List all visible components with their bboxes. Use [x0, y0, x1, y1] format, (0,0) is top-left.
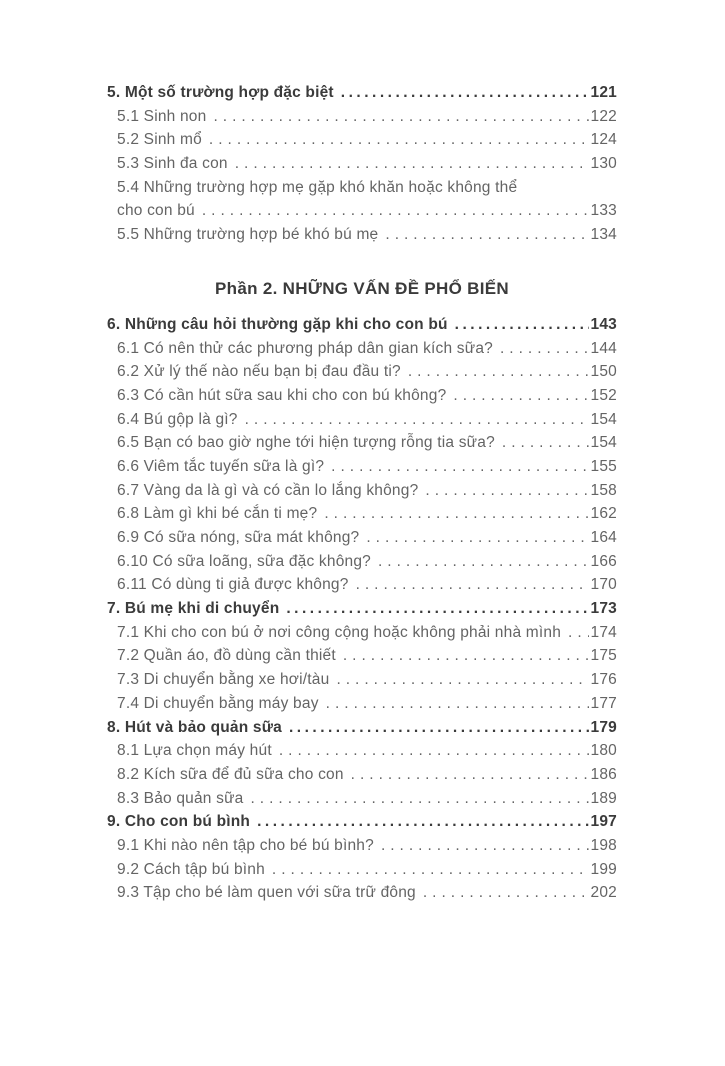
toc-entry-page: 166 [590, 552, 617, 570]
toc-entry [107, 340, 617, 364]
toc-entry [107, 202, 617, 226]
toc-entry-title: 5. Một số trường hợp đặc biệt [107, 84, 334, 101]
dot-leader [500, 340, 589, 358]
toc-entry-page: 130 [590, 155, 617, 173]
toc-entry-title: 6.11 Có dùng ti giả được không? [117, 576, 349, 594]
toc-entry-title: 8.1 Lựa chọn máy hút [117, 742, 272, 760]
toc-entry-title: 7.2 Quần áo, đồ dùng cần thiết [117, 647, 336, 665]
toc-entry-title: 6. Những câu hỏi thường gặp khi cho con bú [107, 315, 448, 333]
toc-entry-page: 158 [590, 481, 617, 499]
toc-entry-title: 9.3 Tập cho bé làm quen với sữa trữ đông [117, 884, 416, 902]
toc-entry-title: cho con bú [117, 202, 195, 220]
toc-entry [107, 813, 617, 837]
toc-entry-page: 122 [590, 107, 617, 125]
toc-entry [107, 624, 617, 648]
dot-leader [455, 316, 589, 334]
dot-leader [351, 766, 589, 784]
toc-entry-title: 5.3 Sinh đa con [117, 155, 228, 173]
toc-entry [107, 671, 617, 695]
toc-entry-page: 154 [590, 410, 617, 428]
dot-leader [408, 363, 589, 381]
toc-entry-title: 6.7 Vàng da là gì và có cần lo lắng không? [117, 481, 419, 499]
dot-leader [356, 576, 589, 594]
toc-entry-title: 6.3 Có cần hút sữa sau khi cho con bú không? [117, 386, 447, 404]
dot-leader [502, 434, 589, 452]
toc-entry [107, 226, 617, 250]
toc-entry [107, 505, 617, 529]
toc-entry [107, 576, 617, 600]
toc-entry-title: 6.2 Xử lý thế nào nếu bạn bị đau đầu ti? [117, 363, 401, 381]
dot-leader [213, 108, 588, 126]
part-heading: Phần 2. NHỮNG VẤN ĐỀ PHỔ BIẾN [215, 278, 509, 298]
dot-leader [453, 387, 588, 405]
toc-entry-page: 174 [590, 623, 617, 641]
dot-leader [272, 861, 589, 879]
toc-entry-title: 6.10 Có sữa loãng, sữa đặc không? [117, 552, 371, 570]
toc-entry [107, 411, 617, 435]
toc-entry-title: 8. Hút và bảo quản sữa [107, 718, 282, 736]
toc-entry [107, 482, 617, 506]
toc-entry [107, 155, 617, 179]
dot-leader [235, 155, 589, 173]
dot-leader [326, 695, 589, 713]
toc-entry [107, 695, 617, 719]
toc-entry-title: 5.4 Những trường hợp mẹ gặp khó khăn hoặc không thể [117, 178, 518, 196]
toc-entry-page: 176 [590, 671, 617, 689]
toc-entry [107, 647, 617, 671]
toc-entry-title: 5.2 Sinh mổ [117, 131, 202, 149]
toc-entry [107, 790, 617, 814]
dot-leader [381, 837, 589, 855]
toc-entry [107, 884, 617, 908]
dot-leader [209, 131, 589, 149]
toc-entry-page: 133 [590, 202, 617, 220]
toc-entry-page: 162 [590, 505, 617, 523]
dot-leader [336, 671, 588, 689]
toc-entry-title: 9.2 Cách tập bú bình [117, 860, 265, 878]
toc-entry [107, 387, 617, 411]
toc-entry [107, 742, 617, 766]
toc-entry [107, 84, 617, 108]
toc-entry-page: 150 [590, 363, 617, 381]
toc-entry [107, 179, 617, 203]
toc-entry-page: 155 [590, 457, 617, 475]
dot-leader [343, 647, 589, 665]
dot-leader [331, 458, 588, 476]
toc-entry [107, 529, 617, 553]
toc-entry-page: 170 [590, 576, 617, 594]
toc-entry-title: 7.3 Di chuyển bằng xe hơi/tàu [117, 671, 330, 689]
toc-entry-page: 197 [590, 813, 617, 831]
toc-entry [107, 458, 617, 482]
toc-entry-page: 202 [590, 884, 617, 902]
toc [107, 84, 617, 908]
dot-leader [385, 226, 588, 244]
toc-entry [107, 719, 617, 743]
dot-leader [324, 505, 588, 523]
dot-leader [257, 813, 588, 831]
toc-entry [107, 861, 617, 885]
dot-leader [378, 553, 589, 571]
toc-entry-page: 177 [590, 694, 617, 712]
toc-entry-page: 154 [590, 434, 617, 452]
toc-entry-page: 173 [590, 600, 617, 618]
toc-entry-page: 180 [590, 742, 617, 760]
toc-entry-title: 5.1 Sinh non [117, 107, 207, 125]
toc-entry [107, 434, 617, 458]
toc-entry [107, 316, 617, 340]
toc-entry-page: 124 [590, 131, 617, 149]
toc-entry-title: 8.3 Bảo quản sữa [117, 789, 244, 807]
toc-entry-page: 164 [590, 529, 617, 546]
dot-leader [250, 790, 588, 808]
dot-leader [366, 529, 588, 547]
toc-entry [107, 766, 617, 790]
dot-leader [341, 84, 589, 102]
toc-entry-title: 9. Cho con bú bình [107, 813, 251, 831]
toc-entry [107, 108, 617, 132]
dot-leader [286, 600, 588, 618]
toc-entry-page: 121 [590, 84, 617, 101]
toc-entry-page: 198 [590, 836, 617, 854]
toc-entry-title: 9.1 Khi nào nên tập cho bé bú bình? [117, 836, 374, 854]
toc-entry [107, 600, 617, 624]
toc-entry-title: 7.4 Di chuyển bằng máy bay [117, 694, 319, 712]
toc-entry-title: 7.1 Khi cho con bú ở nơi công cộng hoặc không phải nhà mình [117, 623, 562, 641]
dot-leader [425, 482, 588, 500]
toc-entry-page: 186 [590, 765, 617, 783]
toc-entry-title: 6.1 Có nên thử các phương pháp dân gian kích sữa? [117, 339, 493, 357]
toc-entry-title: 6.9 Có sữa nóng, sữa mát không? [117, 529, 360, 546]
dot-leader [289, 719, 589, 737]
toc-entry-title: 7. Bú mẹ khi di chuyển [107, 600, 280, 618]
toc-entry-page: 134 [590, 226, 617, 244]
toc-entry-page: 189 [590, 789, 617, 807]
toc-entry-title: 6.4 Bú gộp là gì? [117, 410, 238, 428]
toc-entry-title: 6.8 Làm gì khi bé cắn ti mẹ? [117, 505, 318, 523]
dot-leader [245, 411, 589, 429]
dot-leader [568, 624, 588, 642]
toc-entry-title: 6.5 Bạn có bao giờ nghe tới hiện tượng rỗng tia sữa? [117, 434, 495, 452]
toc-entry [107, 131, 617, 155]
toc-entry-title: 8.2 Kích sữa để đủ sữa cho con [117, 765, 344, 783]
dot-leader [423, 884, 589, 902]
toc-entry-page: 179 [590, 718, 617, 736]
dot-leader [202, 202, 589, 220]
toc-entry-title: 5.5 Những trường hợp bé khó bú mẹ [117, 226, 379, 244]
toc-entry-page: 199 [590, 860, 617, 878]
toc-entry-title: 6.6 Viêm tắc tuyến sữa là gì? [117, 457, 325, 475]
toc-entry-page: 175 [590, 647, 617, 665]
toc-entry-page: 143 [590, 315, 617, 333]
toc-entry [107, 837, 617, 861]
toc-entry [107, 363, 617, 387]
toc-entry-page: 152 [590, 386, 617, 404]
toc-entry [107, 553, 617, 577]
dot-leader [279, 742, 589, 760]
toc-entry-page: 144 [590, 339, 617, 357]
